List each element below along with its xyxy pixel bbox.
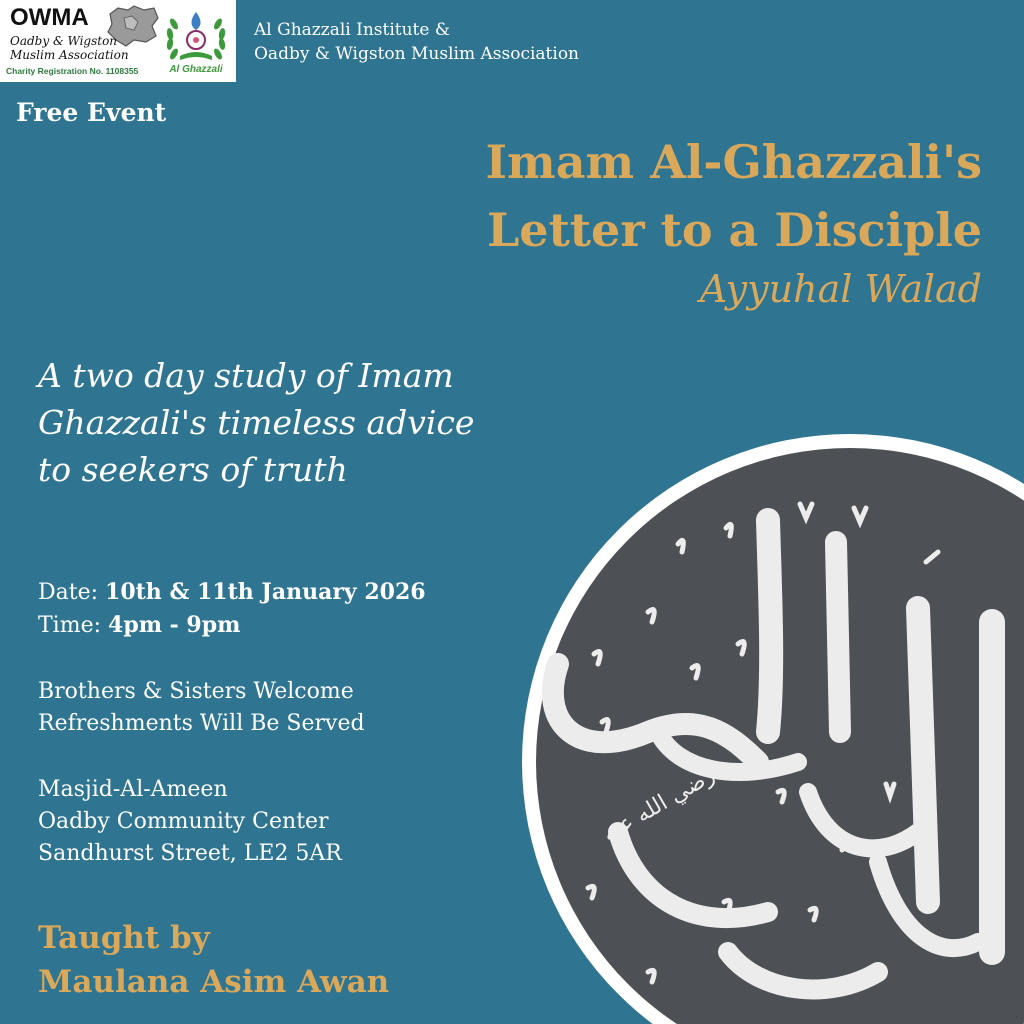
date-value: 10th & 11th January 2026	[105, 579, 426, 605]
teacher-label: Taught by	[38, 920, 210, 956]
organizer-names	[254, 18, 579, 66]
description-line-3: to seekers of truth	[38, 450, 348, 489]
date-row	[38, 576, 426, 609]
free-event-label: Free Event	[16, 98, 167, 127]
owma-registration: Charity Registration No. 1108355	[6, 66, 139, 76]
calligraphy-seal	[498, 432, 1024, 1024]
event-subtitle: Ayyuhal Walad	[699, 267, 982, 311]
welcome-text: Brothers & Sisters Welcome	[38, 679, 354, 704]
event-title-block	[486, 128, 982, 314]
venue-address: Sandhurst Street, LE2 5AR	[38, 841, 342, 866]
teacher-name: Maulana Asim Awan	[38, 964, 390, 1000]
owma-subtitle-line1: Oadby & Wigston	[10, 34, 118, 48]
event-title-line-1: Imam Al-Ghazzali's	[485, 135, 982, 189]
event-description	[38, 352, 518, 493]
refreshments-text: Refreshments Will Be Served	[38, 711, 365, 736]
venue-block	[38, 774, 342, 870]
description-line-2: Ghazzali's timeless advice	[38, 403, 475, 442]
teacher-block	[38, 916, 389, 1004]
time-value: 4pm - 9pm	[108, 612, 241, 638]
organizer-line-2: Oadby & Wigston Muslim Association	[254, 44, 580, 64]
time-label: Time:	[38, 613, 102, 638]
owma-subtitle-line2: Muslim Association	[10, 48, 129, 62]
date-label: Date:	[38, 580, 99, 605]
al-ghazzali-logo	[160, 4, 232, 78]
description-line-1: A two day study of Imam	[38, 356, 454, 395]
attendance-block	[38, 676, 365, 740]
organizer-line-1: Al Ghazzali Institute &	[254, 20, 450, 40]
owma-title: OWMA	[10, 4, 89, 31]
date-time-block	[38, 576, 426, 642]
logo-box	[0, 0, 236, 82]
ghazzali-logo-text: Al Ghazzali	[169, 64, 223, 75]
event-title-line-2: Letter to a Disciple	[486, 203, 982, 257]
venue-name: Masjid-Al-Ameen	[38, 777, 228, 802]
time-row	[38, 609, 426, 642]
venue-place: Oadby Community Center	[38, 809, 329, 834]
honorific-text: رضي الله عنه	[598, 762, 720, 848]
owma-logo	[4, 2, 154, 78]
